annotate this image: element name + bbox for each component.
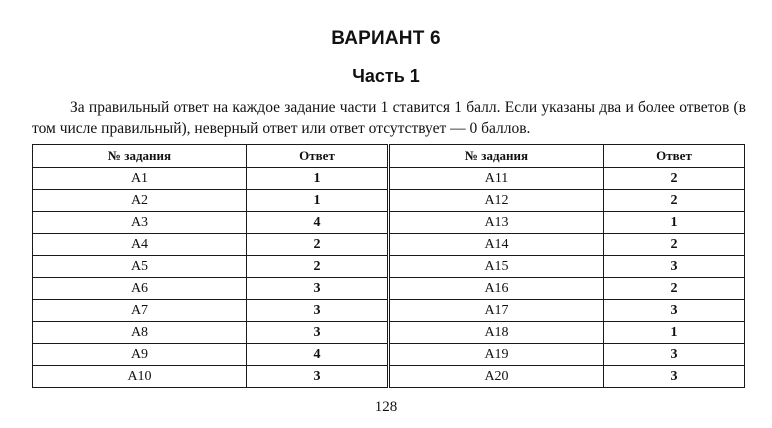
cell-answer-left: 1	[247, 190, 389, 212]
cell-task-left: A8	[33, 322, 247, 344]
cell-answer-left: 3	[247, 300, 389, 322]
cell-task-right: A11	[389, 168, 604, 190]
cell-task-right: A12	[389, 190, 604, 212]
cell-answer-left: 2	[247, 234, 389, 256]
table-row	[33, 344, 745, 366]
cell-task-left: A5	[33, 256, 247, 278]
table-row	[33, 190, 745, 212]
answers-table-body	[33, 168, 745, 388]
cell-task-right: A13	[389, 212, 604, 234]
cell-answer-right: 2	[604, 278, 745, 300]
cell-answer-left: 3	[247, 322, 389, 344]
cell-task-left: A6	[33, 278, 247, 300]
cell-answer-right: 2	[604, 168, 745, 190]
cell-answer-right: 3	[604, 256, 745, 278]
header-task-left: № задания	[33, 145, 247, 168]
header-task-right: № задания	[389, 145, 604, 168]
cell-answer-right: 3	[604, 344, 745, 366]
cell-answer-right: 2	[604, 234, 745, 256]
cell-task-right: A18	[389, 322, 604, 344]
cell-task-left: A3	[33, 212, 247, 234]
part-title: Часть 1	[352, 66, 420, 86]
cell-task-right: A14	[389, 234, 604, 256]
cell-task-left: A1	[33, 168, 247, 190]
variant-title: ВАРИАНТ 6	[331, 28, 441, 49]
table-row	[33, 234, 745, 256]
cell-answer-left: 4	[247, 212, 389, 234]
cell-task-right: A15	[389, 256, 604, 278]
cell-task-left: A4	[33, 234, 247, 256]
cell-answer-left: 3	[247, 278, 389, 300]
table-row	[33, 256, 745, 278]
cell-answer-right: 1	[604, 322, 745, 344]
cell-answer-right: 2	[604, 190, 745, 212]
table-row	[33, 278, 745, 300]
table-row	[33, 212, 745, 234]
cell-answer-left: 1	[247, 168, 389, 190]
cell-task-left: A2	[33, 190, 247, 212]
table-row	[33, 366, 745, 388]
instructions-text: За правильный ответ на каждое задание части 1 ставится 1 балл. Если указаны два и более ответов (в том числе правильный), неверный ответ или ответ отсутствует — 0 баллов.	[32, 99, 746, 137]
table-row	[33, 300, 745, 322]
table-row	[33, 322, 745, 344]
cell-task-right: A16	[389, 278, 604, 300]
cell-task-left: A10	[33, 366, 247, 388]
cell-answer-left: 3	[247, 366, 389, 388]
cell-task-left: A7	[33, 300, 247, 322]
cell-answer-left: 4	[247, 344, 389, 366]
header-answer-left: Ответ	[247, 145, 389, 168]
cell-task-right: A19	[389, 344, 604, 366]
cell-task-left: A9	[33, 344, 247, 366]
cell-answer-right: 3	[604, 366, 745, 388]
cell-answer-left: 2	[247, 256, 389, 278]
answers-table	[32, 144, 745, 388]
header-answer-right: Ответ	[604, 145, 745, 168]
page-number: 128	[374, 399, 398, 415]
table-header-row	[33, 145, 745, 168]
cell-answer-right: 3	[604, 300, 745, 322]
cell-task-right: A17	[389, 300, 604, 322]
cell-answer-right: 1	[604, 212, 745, 234]
table-row	[33, 168, 745, 190]
cell-task-right: A20	[389, 366, 604, 388]
